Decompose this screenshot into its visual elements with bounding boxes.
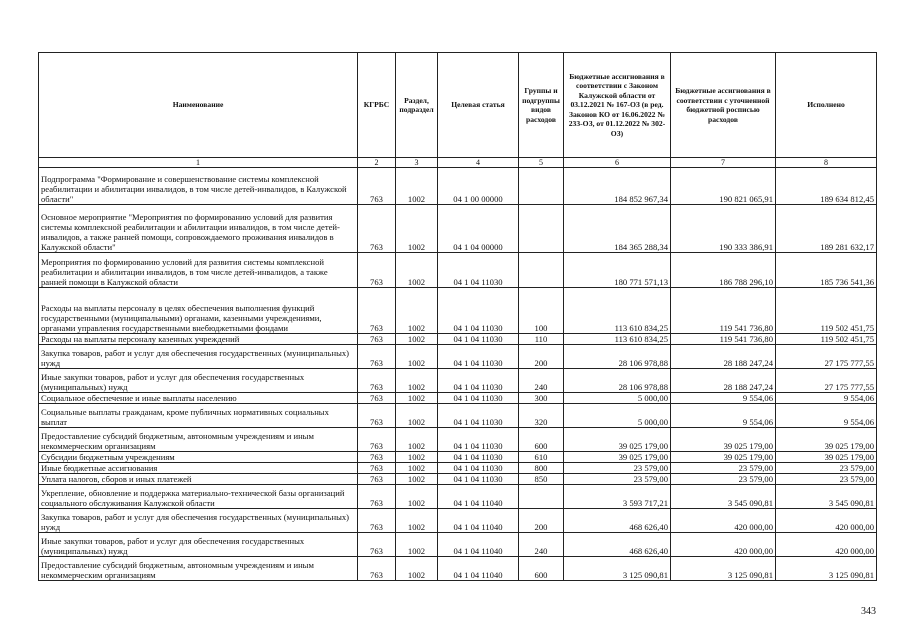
row-kgrbs: 763 — [358, 345, 396, 369]
column-number: 3 — [396, 158, 438, 168]
budget-table — [38, 52, 877, 581]
header-refined-allocations: Бюджетные ассигнования в соответствии с уточненной бюджетной росписью расходов — [671, 53, 776, 158]
row-law-allocation: 113 610 834,25 — [564, 288, 671, 334]
row-section: 1002 — [396, 393, 438, 404]
row-section: 1002 — [396, 369, 438, 393]
row-law-allocation: 39 025 179,00 — [564, 452, 671, 463]
row-name: Уплата налогов, сборов и иных платежей — [39, 474, 358, 485]
row-refined-allocation: 28 188 247,24 — [671, 345, 776, 369]
row-executed: 189 281 632,17 — [776, 205, 877, 253]
row-kgrbs: 763 — [358, 288, 396, 334]
table-row — [39, 345, 877, 369]
row-section: 1002 — [396, 509, 438, 533]
row-law-allocation: 23 579,00 — [564, 463, 671, 474]
table-row — [39, 205, 877, 253]
row-section: 1002 — [396, 463, 438, 474]
row-executed: 9 554,06 — [776, 404, 877, 428]
row-expense-group: 240 — [519, 369, 564, 393]
row-executed: 119 502 451,75 — [776, 334, 877, 345]
row-law-allocation: 39 025 179,00 — [564, 428, 671, 452]
row-law-allocation: 5 000,00 — [564, 404, 671, 428]
row-target: 04 1 04 00000 — [438, 205, 519, 253]
row-target: 04 1 04 11030 — [438, 288, 519, 334]
row-expense-group: 100 — [519, 288, 564, 334]
row-refined-allocation: 23 579,00 — [671, 474, 776, 485]
row-kgrbs: 763 — [358, 168, 396, 205]
row-law-allocation: 28 106 978,88 — [564, 369, 671, 393]
row-section: 1002 — [396, 288, 438, 334]
row-target: 04 1 04 11030 — [438, 404, 519, 428]
row-expense-group: 110 — [519, 334, 564, 345]
column-number: 5 — [519, 158, 564, 168]
row-law-allocation: 3 125 090,81 — [564, 557, 671, 581]
row-section: 1002 — [396, 345, 438, 369]
row-target: 04 1 04 11030 — [438, 452, 519, 463]
row-section: 1002 — [396, 474, 438, 485]
column-number: 8 — [776, 158, 877, 168]
table-row — [39, 452, 877, 463]
row-kgrbs: 763 — [358, 253, 396, 288]
row-law-allocation: 184 365 288,34 — [564, 205, 671, 253]
row-name: Укрепление, обновление и поддержка материально-технической базы организаций социального обслуживания Калужской области — [39, 485, 358, 509]
table-body — [39, 158, 877, 581]
row-name: Основное мероприятие "Мероприятия по формированию условий для развития системы комплексной реабилитации и абилитации инвалидов, в том числе детей-инвалидов, а также ранней помощи, сопровождаемого проживания инвалидов в Калужской области" — [39, 205, 358, 253]
row-target: 04 1 04 11030 — [438, 428, 519, 452]
row-kgrbs: 763 — [358, 557, 396, 581]
row-refined-allocation: 23 579,00 — [671, 463, 776, 474]
row-section: 1002 — [396, 253, 438, 288]
row-name: Предоставление субсидий бюджетным, автономным учреждениям и иным некоммерческим организациям — [39, 428, 358, 452]
row-executed: 119 502 451,75 — [776, 288, 877, 334]
column-number-row — [39, 158, 877, 168]
header-law-allocations: Бюджетные ассигнования в соответствии с Законом Калужской области от 03.12.2021 № 167-ОЗ (в ред. Законов КО от 16.06.2022 № 233-ОЗ, от 01.12.2022 № 302-ОЗ) — [564, 53, 671, 158]
header-expense-group: Группы и подгруппы видов расходов — [519, 53, 564, 158]
row-name: Расходы на выплаты персоналу казенных учреждений — [39, 334, 358, 345]
header-kgrbs: КГРБС — [358, 53, 396, 158]
row-executed: 27 175 777,55 — [776, 369, 877, 393]
row-refined-allocation: 190 333 386,91 — [671, 205, 776, 253]
row-refined-allocation: 119 541 736,80 — [671, 334, 776, 345]
row-law-allocation: 23 579,00 — [564, 474, 671, 485]
row-law-allocation: 3 593 717,21 — [564, 485, 671, 509]
row-executed: 185 736 541,36 — [776, 253, 877, 288]
row-executed: 420 000,00 — [776, 533, 877, 557]
row-section: 1002 — [396, 404, 438, 428]
row-kgrbs: 763 — [358, 533, 396, 557]
row-law-allocation: 184 852 967,34 — [564, 168, 671, 205]
row-law-allocation: 5 000,00 — [564, 393, 671, 404]
row-expense-group — [519, 168, 564, 205]
row-expense-group: 600 — [519, 557, 564, 581]
row-law-allocation: 28 106 978,88 — [564, 345, 671, 369]
table-row — [39, 509, 877, 533]
header-executed: Исполнено — [776, 53, 877, 158]
table-row — [39, 168, 877, 205]
row-executed: 39 025 179,00 — [776, 428, 877, 452]
row-kgrbs: 763 — [358, 509, 396, 533]
row-kgrbs: 763 — [358, 428, 396, 452]
row-expense-group: 200 — [519, 509, 564, 533]
row-expense-group: 850 — [519, 474, 564, 485]
row-kgrbs: 763 — [358, 334, 396, 345]
row-refined-allocation: 119 541 736,80 — [671, 288, 776, 334]
row-refined-allocation: 39 025 179,00 — [671, 452, 776, 463]
row-executed: 189 634 812,45 — [776, 168, 877, 205]
row-target: 04 1 04 11030 — [438, 474, 519, 485]
row-expense-group: 610 — [519, 452, 564, 463]
column-number: 1 — [39, 158, 358, 168]
table-row — [39, 463, 877, 474]
column-number: 6 — [564, 158, 671, 168]
row-section: 1002 — [396, 533, 438, 557]
row-name: Социальные выплаты гражданам, кроме публичных нормативных социальных выплат — [39, 404, 358, 428]
row-name: Подпрограмма "Формирование и совершенствование системы комплексной реабилитации и абилитации инвалидов, в том числе детей-инвалидов, в Калужской области" — [39, 168, 358, 205]
table-row — [39, 533, 877, 557]
row-refined-allocation: 28 188 247,24 — [671, 369, 776, 393]
row-name: Иные закупки товаров, работ и услуг для обеспечения государственных (муниципальных) нужд — [39, 533, 358, 557]
row-executed: 39 025 179,00 — [776, 452, 877, 463]
row-target: 04 1 04 11030 — [438, 334, 519, 345]
row-name: Мероприятия по формированию условий для развития системы комплексной реабилитации и абилитации инвалидов, в том числе детей-инвалидов, а также ранней помощи в Калужской области — [39, 253, 358, 288]
table-row — [39, 485, 877, 509]
row-refined-allocation: 39 025 179,00 — [671, 428, 776, 452]
row-refined-allocation: 186 788 296,10 — [671, 253, 776, 288]
table-row — [39, 253, 877, 288]
row-executed: 3 125 090,81 — [776, 557, 877, 581]
row-refined-allocation: 9 554,06 — [671, 404, 776, 428]
row-target: 04 1 04 11030 — [438, 393, 519, 404]
row-target: 04 1 04 11030 — [438, 369, 519, 393]
table-header — [39, 53, 877, 158]
row-target: 04 1 04 11040 — [438, 533, 519, 557]
row-name: Иные бюджетные ассигнования — [39, 463, 358, 474]
row-target: 04 1 04 11040 — [438, 509, 519, 533]
row-kgrbs: 763 — [358, 393, 396, 404]
row-expense-group: 800 — [519, 463, 564, 474]
row-kgrbs: 763 — [358, 369, 396, 393]
row-law-allocation: 468 626,40 — [564, 509, 671, 533]
row-refined-allocation: 3 125 090,81 — [671, 557, 776, 581]
page-number: 343 — [861, 606, 876, 617]
row-name: Закупка товаров, работ и услуг для обеспечения государственных (муниципальных) нужд — [39, 509, 358, 533]
header-target: Целевая статья — [438, 53, 519, 158]
row-name: Иные закупки товаров, работ и услуг для обеспечения государственных (муниципальных) нужд — [39, 369, 358, 393]
row-refined-allocation: 9 554,06 — [671, 393, 776, 404]
row-expense-group: 240 — [519, 533, 564, 557]
row-executed: 27 175 777,55 — [776, 345, 877, 369]
row-expense-group — [519, 205, 564, 253]
row-executed: 420 000,00 — [776, 509, 877, 533]
row-name: Социальное обеспечение и иные выплаты населению — [39, 393, 358, 404]
row-section: 1002 — [396, 428, 438, 452]
row-refined-allocation: 3 545 090,81 — [671, 485, 776, 509]
row-expense-group: 320 — [519, 404, 564, 428]
table-row — [39, 369, 877, 393]
row-name: Субсидии бюджетным учреждениям — [39, 452, 358, 463]
row-kgrbs: 763 — [358, 485, 396, 509]
row-name: Предоставление субсидий бюджетным, автономным учреждениям и иным некоммерческим организациям — [39, 557, 358, 581]
table-row — [39, 474, 877, 485]
column-number: 4 — [438, 158, 519, 168]
row-target: 04 1 04 11030 — [438, 463, 519, 474]
row-refined-allocation: 420 000,00 — [671, 533, 776, 557]
row-expense-group: 200 — [519, 345, 564, 369]
row-refined-allocation: 420 000,00 — [671, 509, 776, 533]
row-executed: 9 554,06 — [776, 393, 877, 404]
row-target: 04 1 04 11030 — [438, 345, 519, 369]
column-number: 7 — [671, 158, 776, 168]
row-expense-group — [519, 485, 564, 509]
row-executed: 23 579,00 — [776, 474, 877, 485]
row-expense-group: 600 — [519, 428, 564, 452]
row-expense-group — [519, 253, 564, 288]
row-section: 1002 — [396, 168, 438, 205]
row-target: 04 1 00 00000 — [438, 168, 519, 205]
header-name: Наименование — [39, 53, 358, 158]
row-executed: 23 579,00 — [776, 463, 877, 474]
row-kgrbs: 763 — [358, 205, 396, 253]
row-expense-group: 300 — [519, 393, 564, 404]
row-target: 04 1 04 11040 — [438, 485, 519, 509]
row-executed: 3 545 090,81 — [776, 485, 877, 509]
row-law-allocation: 180 771 571,13 — [564, 253, 671, 288]
row-section: 1002 — [396, 334, 438, 345]
table-row — [39, 288, 877, 334]
row-target: 04 1 04 11040 — [438, 557, 519, 581]
table-row — [39, 428, 877, 452]
row-law-allocation: 468 626,40 — [564, 533, 671, 557]
row-kgrbs: 763 — [358, 463, 396, 474]
column-number: 2 — [358, 158, 396, 168]
table-row — [39, 404, 877, 428]
row-name: Закупка товаров, работ и услуг для обеспечения государственных (муниципальных) нужд — [39, 345, 358, 369]
header-section: Раздел, подраздел — [396, 53, 438, 158]
table-row — [39, 334, 877, 345]
row-section: 1002 — [396, 557, 438, 581]
row-name: Расходы на выплаты персоналу в целях обеспечения выполнения функций государственными (муниципальными) органами, казенными учреждениями, органами управления государственными внебюджетными фондами — [39, 288, 358, 334]
row-refined-allocation: 190 821 065,91 — [671, 168, 776, 205]
row-kgrbs: 763 — [358, 452, 396, 463]
row-section: 1002 — [396, 452, 438, 463]
row-law-allocation: 113 610 834,25 — [564, 334, 671, 345]
row-section: 1002 — [396, 485, 438, 509]
row-section: 1002 — [396, 205, 438, 253]
budget-sheet — [38, 52, 876, 581]
row-kgrbs: 763 — [358, 404, 396, 428]
row-kgrbs: 763 — [358, 474, 396, 485]
row-target: 04 1 04 11030 — [438, 253, 519, 288]
table-row — [39, 393, 877, 404]
table-row — [39, 557, 877, 581]
